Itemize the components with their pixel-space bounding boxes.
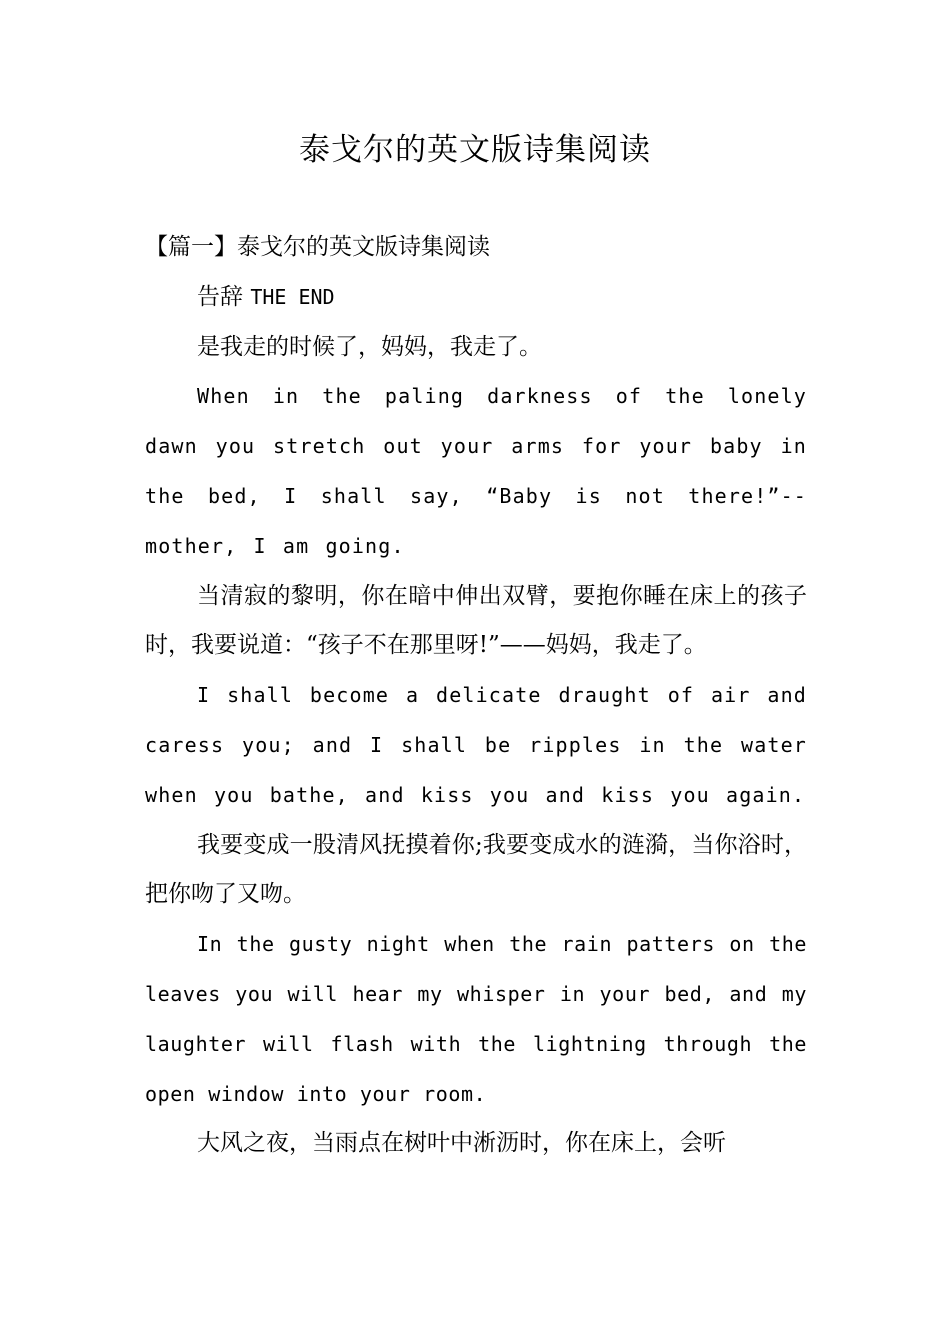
document-title: 泰戈尔的英文版诗集阅读 bbox=[299, 132, 651, 168]
section-heading: 【篇一】泰戈尔的英文版诗集阅读 bbox=[145, 234, 490, 260]
paragraph-cn-2: 当清寂的黎明，你在暗中伸出双臂，要抱你睡在床上的孩子时，我要说道：“孩子不在那里呀!”——妈妈，我走了。 bbox=[145, 582, 807, 659]
paragraph-en-1: When in the paling darkness of the lonely dawn you stretch out your arms for your baby in the bed, I shall say, “Baby is not there!”--mother, I am going. bbox=[145, 384, 807, 558]
paragraph-cn-4: 大风之夜，当雨点在树叶中淅沥时，你在床上，会听 bbox=[197, 1130, 726, 1157]
document-body bbox=[145, 223, 807, 1169]
paragraph-cn-1: 是我走的时候了，妈妈，我走了。 bbox=[197, 333, 542, 360]
poem-title-en: THE END bbox=[250, 284, 335, 309]
paragraph-en-3: In the gusty night when the rain patters on the leaves you will hear my whisper in your bed, and my laughter will flash with the lightning through the open window into your room. bbox=[145, 932, 807, 1106]
poem-title-cn: 告辞 bbox=[197, 283, 243, 310]
poem-title bbox=[145, 273, 807, 323]
paragraph-en-2: I shall become a delicate draught of air and caress you; and I shall be ripples in the water when you bathe, and kiss you and kiss you again. bbox=[145, 683, 807, 807]
paragraph-cn-3: 我要变成一股清风抚摸着你;我要变成水的涟漪，当你浴时，把你吻了又吻。 bbox=[145, 831, 807, 908]
